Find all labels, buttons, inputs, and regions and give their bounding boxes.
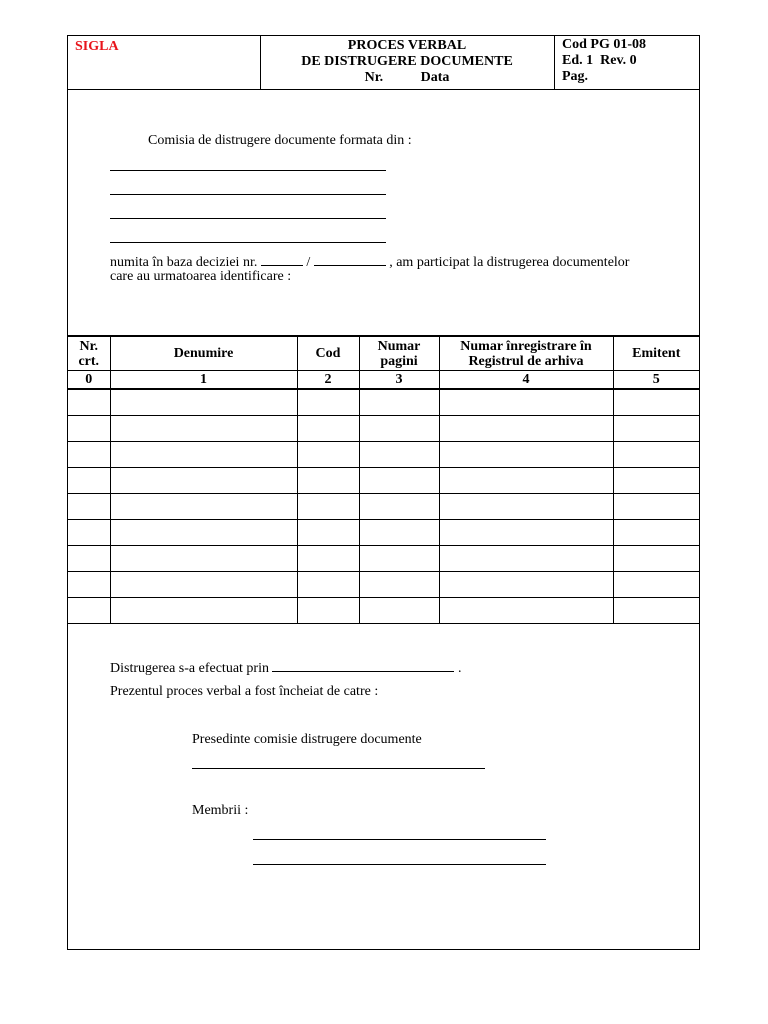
table-index-row <box>68 371 699 390</box>
table-cell[interactable] <box>613 389 699 416</box>
table-cell[interactable] <box>613 468 699 494</box>
table-cell[interactable] <box>439 389 613 416</box>
table-cell[interactable] <box>68 468 110 494</box>
table-cell[interactable] <box>297 389 359 416</box>
table-cell[interactable] <box>297 520 359 546</box>
column-header: Cod <box>297 336 359 371</box>
table-cell[interactable] <box>68 389 110 416</box>
decision-number-field[interactable] <box>261 253 303 266</box>
table-cell[interactable] <box>110 494 297 520</box>
table-cell[interactable] <box>110 546 297 572</box>
table-cell[interactable] <box>439 520 613 546</box>
table-cell[interactable] <box>110 389 297 416</box>
document-title: PROCES VERBAL <box>347 38 467 53</box>
member-signature-line-2[interactable] <box>253 864 546 865</box>
table-cell[interactable] <box>439 416 613 442</box>
table-cell[interactable] <box>110 468 297 494</box>
column-index: 0 <box>68 371 110 390</box>
table-cell[interactable] <box>68 546 110 572</box>
table-cell[interactable] <box>110 442 297 468</box>
document-frame <box>67 35 700 950</box>
column-index: 3 <box>359 371 439 390</box>
table-cell[interactable] <box>613 572 699 598</box>
table-cell[interactable] <box>359 494 439 520</box>
code-cell <box>556 36 699 89</box>
decision-separator: / <box>306 255 311 270</box>
revision: Rev. 0 <box>600 53 637 68</box>
date-label: Data <box>420 70 450 85</box>
table-row <box>68 572 699 598</box>
table-row <box>68 494 699 520</box>
table-row <box>68 442 699 468</box>
table-cell[interactable] <box>359 442 439 468</box>
column-header: Numar înregistrare în Registrul de arhiva <box>439 336 613 371</box>
logo-placeholder: SIGLA <box>75 39 119 54</box>
table-cell[interactable] <box>439 494 613 520</box>
table-body <box>68 389 699 624</box>
commission-member-line-1[interactable] <box>110 170 386 171</box>
table-cell[interactable] <box>297 598 359 624</box>
title-cell <box>260 36 555 89</box>
destruction-method-sentence <box>110 659 461 677</box>
logo-cell <box>68 36 261 89</box>
table-cell[interactable] <box>613 494 699 520</box>
table-cell[interactable] <box>359 468 439 494</box>
table-row <box>68 416 699 442</box>
document-subtitle: DE DISTRUGERE DOCUMENTE <box>301 54 513 69</box>
page-label: Pag. <box>562 69 589 84</box>
decision-after: , am participat la distrugerea documentelor <box>389 255 630 270</box>
table-cell[interactable] <box>439 442 613 468</box>
table-cell[interactable] <box>613 416 699 442</box>
column-header: Nr. crt. <box>68 336 110 371</box>
table-cell[interactable] <box>110 598 297 624</box>
column-index: 5 <box>613 371 699 390</box>
decision-line-2: care au urmatoarea identificare : <box>110 269 292 284</box>
table-cell[interactable] <box>613 598 699 624</box>
table-cell[interactable] <box>297 442 359 468</box>
table-cell[interactable] <box>439 572 613 598</box>
table-cell[interactable] <box>68 494 110 520</box>
document-header <box>68 36 699 90</box>
column-header: Emitent <box>613 336 699 371</box>
table-cell[interactable] <box>297 416 359 442</box>
table-cell[interactable] <box>359 598 439 624</box>
table-cell[interactable] <box>359 546 439 572</box>
documents-table <box>68 335 699 624</box>
destruction-method-field[interactable] <box>272 659 454 672</box>
table-cell[interactable] <box>359 389 439 416</box>
document-code: Cod PG 01-08 <box>562 37 646 52</box>
table-row <box>68 598 699 624</box>
decision-before: numita în baza deciziei nr. <box>110 255 258 270</box>
table-cell[interactable] <box>439 468 613 494</box>
table-cell[interactable] <box>439 598 613 624</box>
column-index: 2 <box>297 371 359 390</box>
table-cell[interactable] <box>68 416 110 442</box>
number-date-row <box>260 70 554 86</box>
commission-member-line-4[interactable] <box>110 242 386 243</box>
table-cell[interactable] <box>68 520 110 546</box>
table-row <box>68 546 699 572</box>
table-cell[interactable] <box>68 442 110 468</box>
table-cell[interactable] <box>359 416 439 442</box>
table-cell[interactable] <box>613 520 699 546</box>
column-index: 1 <box>110 371 297 390</box>
members-label: Membrii : <box>192 803 249 818</box>
edition-revision <box>562 53 699 69</box>
table-cell[interactable] <box>110 572 297 598</box>
table-cell[interactable] <box>613 546 699 572</box>
table-header-row <box>68 336 699 371</box>
commission-member-line-2[interactable] <box>110 194 386 195</box>
table-cell[interactable] <box>613 442 699 468</box>
decision-date-field[interactable] <box>314 253 386 266</box>
table-cell[interactable] <box>110 416 297 442</box>
table-cell[interactable] <box>297 468 359 494</box>
edition: Ed. 1 <box>562 53 594 68</box>
method-before: Distrugerea s-a efectuat prin <box>110 661 269 676</box>
table-row <box>68 389 699 416</box>
table-cell[interactable] <box>110 520 297 546</box>
president-signature-line[interactable] <box>192 768 485 769</box>
column-header: Numar pagini <box>359 336 439 371</box>
table-cell[interactable] <box>297 546 359 572</box>
table-cell[interactable] <box>297 494 359 520</box>
commission-text: Comisia de distrugere documente formata din : <box>148 133 412 148</box>
table-cell[interactable] <box>297 572 359 598</box>
column-header: Denumire <box>110 336 297 371</box>
column-index: 4 <box>439 371 613 390</box>
concluded-by-text: Prezentul proces verbal a fost încheiat de catre : <box>110 684 379 699</box>
table-cell[interactable] <box>359 572 439 598</box>
commission-member-line-3[interactable] <box>110 218 386 219</box>
table-row <box>68 520 699 546</box>
table-cell[interactable] <box>439 546 613 572</box>
president-label: Presedinte comisie distrugere documente <box>192 732 422 747</box>
table-row <box>68 468 699 494</box>
table-cell[interactable] <box>68 572 110 598</box>
table-cell[interactable] <box>68 598 110 624</box>
number-label: Nr. <box>364 70 384 85</box>
member-signature-line-1[interactable] <box>253 839 546 840</box>
table-cell[interactable] <box>359 520 439 546</box>
method-after: . <box>457 661 462 676</box>
